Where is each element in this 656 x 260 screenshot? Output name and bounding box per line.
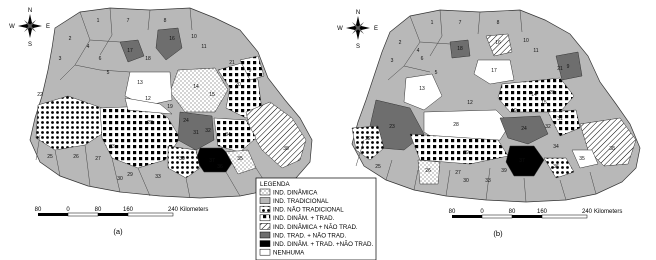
map-a-region-number: 7 (126, 18, 130, 24)
map-a-region-number: 3 (58, 56, 62, 62)
map-a-region-number: 10 (191, 34, 197, 40)
map-b-region-number: 38 (609, 146, 615, 152)
map-b-region-number: 9 (566, 64, 570, 70)
map-a-region-number: 29 (127, 172, 133, 178)
map-b-region-number: 33 (485, 178, 491, 184)
legend-swatch-1 (260, 198, 270, 204)
map-b-region-number: 14 (531, 92, 537, 98)
map-b-region-number: 32 (545, 124, 551, 130)
map-b-region-number: 26 (425, 168, 431, 174)
map-a-region-number: 38 (283, 146, 289, 152)
map-b-region-number: 17 (491, 68, 497, 74)
map-a-region-number: 26 (73, 154, 79, 160)
map-a-region-number: 28 (147, 120, 153, 126)
legend-swatch-3 (260, 215, 270, 221)
legend-swatch-6 (260, 241, 270, 247)
map-b-region-number: 21 (557, 66, 563, 72)
map-a-region-number: 2 (68, 36, 72, 42)
map-a-region-number: 8 (163, 18, 167, 24)
map-b-region-number: 3 (390, 58, 394, 64)
map-b-region-number: 37 (519, 158, 525, 164)
map-a (27, 8, 312, 198)
legend-swatch-2 (260, 206, 270, 212)
scale-a-tick-0: 80 (34, 207, 42, 213)
map-a-region-number: 12 (145, 96, 151, 102)
legend-item-label: IND. DINÂM. + TRAD. (273, 215, 335, 223)
scale-b-tick-1: 0 (480, 209, 484, 215)
map-a-region-number: 31 (193, 130, 199, 136)
compass-w-label: W (9, 24, 15, 30)
map-a-region-number: 27 (95, 156, 101, 162)
legend-swatch-4 (260, 223, 270, 229)
map-a-region-number: 22 (37, 92, 43, 98)
map-a-region-number: 16 (169, 36, 175, 42)
map-b-region-number: 12 (467, 100, 473, 106)
legend (256, 178, 376, 260)
scale-a-tick-1: 0 (66, 207, 70, 213)
map-b-region-number: 8 (496, 20, 500, 26)
map-b-region-number: 31 (557, 116, 563, 122)
scale-b-tick-4: 240 (581, 209, 593, 215)
map-b-region-number: 25 (375, 164, 381, 170)
compass-s-label: S (27, 42, 33, 48)
map-b-region-number: 24 (521, 126, 527, 132)
map-b-region-number: 28 (453, 122, 459, 128)
compass-e-label: E (373, 26, 379, 32)
scale-a-tick-2: 80 (94, 207, 102, 213)
legend-item-label: IND. DINÂMICA (273, 189, 318, 197)
legend-item-label: IND. NÃO TRADICIONAL (273, 206, 344, 214)
compass-b (337, 10, 378, 50)
map-a-region-number: 15 (209, 92, 215, 98)
scale-a-tick-4: 240 (167, 207, 179, 213)
scale-bar-a (35, 207, 209, 216)
map-a-region-number: 19 (167, 104, 173, 110)
compass-w-label: W (337, 26, 343, 32)
compass-n-label: N (27, 8, 33, 14)
map-a-region-number: 34 (225, 132, 231, 138)
map-a-region-number: 24 (183, 118, 189, 124)
legend-item-label: NENHUMA (273, 249, 305, 257)
compass-s-label: S (355, 44, 361, 50)
map-a-region-number: 35 (237, 156, 243, 162)
map-b-region-number: 36 (553, 164, 559, 170)
map-b-region-number: 13 (419, 86, 425, 92)
legend-swatch-7 (260, 249, 270, 255)
map-b-region-number: 15 (541, 100, 547, 106)
map-b-region-number: 34 (553, 144, 559, 150)
map-a-region-number: 33 (155, 174, 161, 180)
map-a-region-number: 25 (47, 154, 53, 160)
map-b-region-number: 29 (463, 150, 469, 156)
map-a-region-number: 17 (127, 48, 133, 54)
compass-e-label: E (45, 24, 51, 30)
map-a-region-number: 14 (193, 84, 199, 90)
map-a-region-number: 11 (201, 44, 207, 50)
scale-a-tick-3: 160 (122, 207, 134, 213)
map-b (352, 10, 640, 202)
scale-b-unit: Kilometers (594, 209, 623, 215)
map-b-region-number: 16 (495, 40, 501, 46)
map-a-region-number: 5 (106, 70, 110, 76)
map-b-region-number: 23 (389, 124, 395, 130)
map-a-region-number: 1 (96, 18, 100, 24)
map-b-region-number: 4 (416, 48, 420, 54)
map-b-region-number: 7 (458, 20, 462, 26)
legend-item-label: IND. TRAD. + NÃO TRAD. (273, 232, 347, 240)
map-a-region-number: 32 (205, 128, 211, 134)
map-b-region-number: 2 (398, 40, 402, 46)
map-a-region-number: 20 (235, 82, 241, 88)
map-b-region-number: 22 (365, 136, 371, 142)
legend-swatch-5 (260, 232, 270, 238)
map-b-region-number: 35 (579, 156, 585, 162)
map-b-region-number: 18 (457, 46, 463, 52)
map-b-region-number: 6 (420, 56, 424, 62)
map-a-region-number: 21 (229, 60, 235, 66)
map-b-region-number: 1 (430, 20, 434, 26)
scale-b-tick-3: 160 (536, 209, 548, 215)
map-a-region-number: 23 (109, 144, 115, 150)
scale-b-tick-2: 80 (508, 209, 516, 215)
legend-item-label: IND. TRADICIONAL (273, 198, 329, 205)
map-a-region-number: 36 (217, 164, 223, 170)
scale-b-tick-0: 80 (448, 209, 456, 215)
panel-b-label: (b) (493, 229, 503, 238)
scale-a-unit: Kilometers (180, 207, 209, 213)
map-a-region-number: 4 (86, 44, 90, 50)
compass-a (9, 8, 50, 48)
map-a-region-number: 9 (248, 68, 252, 74)
map-b-region-number: 5 (434, 70, 438, 76)
compass-n-label: N (355, 10, 361, 16)
scale-bar-b (449, 209, 623, 218)
map-a-region-number: 30 (117, 176, 123, 182)
map-b-region-number: 11 (533, 48, 539, 54)
legend-swatch-0 (260, 189, 270, 195)
map-b-region-number: 19 (511, 108, 517, 114)
map-a-region-number: 18 (145, 56, 151, 62)
map-b-region-number: 39 (501, 168, 507, 174)
map-b-region-number: 10 (523, 38, 529, 44)
map-a-region-number: 6 (98, 56, 102, 62)
panel-a-label: (a) (113, 227, 123, 236)
map-b-region-number: 30 (463, 178, 469, 184)
legend-item-label: IND. DINÂM. + TRAD. +NÃO TRAD. (273, 241, 374, 248)
map-a-region-number: 13 (137, 80, 143, 86)
map-a-region-number: 39 (179, 156, 185, 162)
map-b-region-number: 20 (549, 90, 555, 96)
map-b-region-number: 27 (455, 170, 461, 176)
legend-item-label: IND. DINÂMICA + NÃO TRAD. (273, 223, 358, 231)
map-a-region-number: 37 (209, 158, 215, 164)
legend-title: LEGENDA (260, 181, 290, 188)
